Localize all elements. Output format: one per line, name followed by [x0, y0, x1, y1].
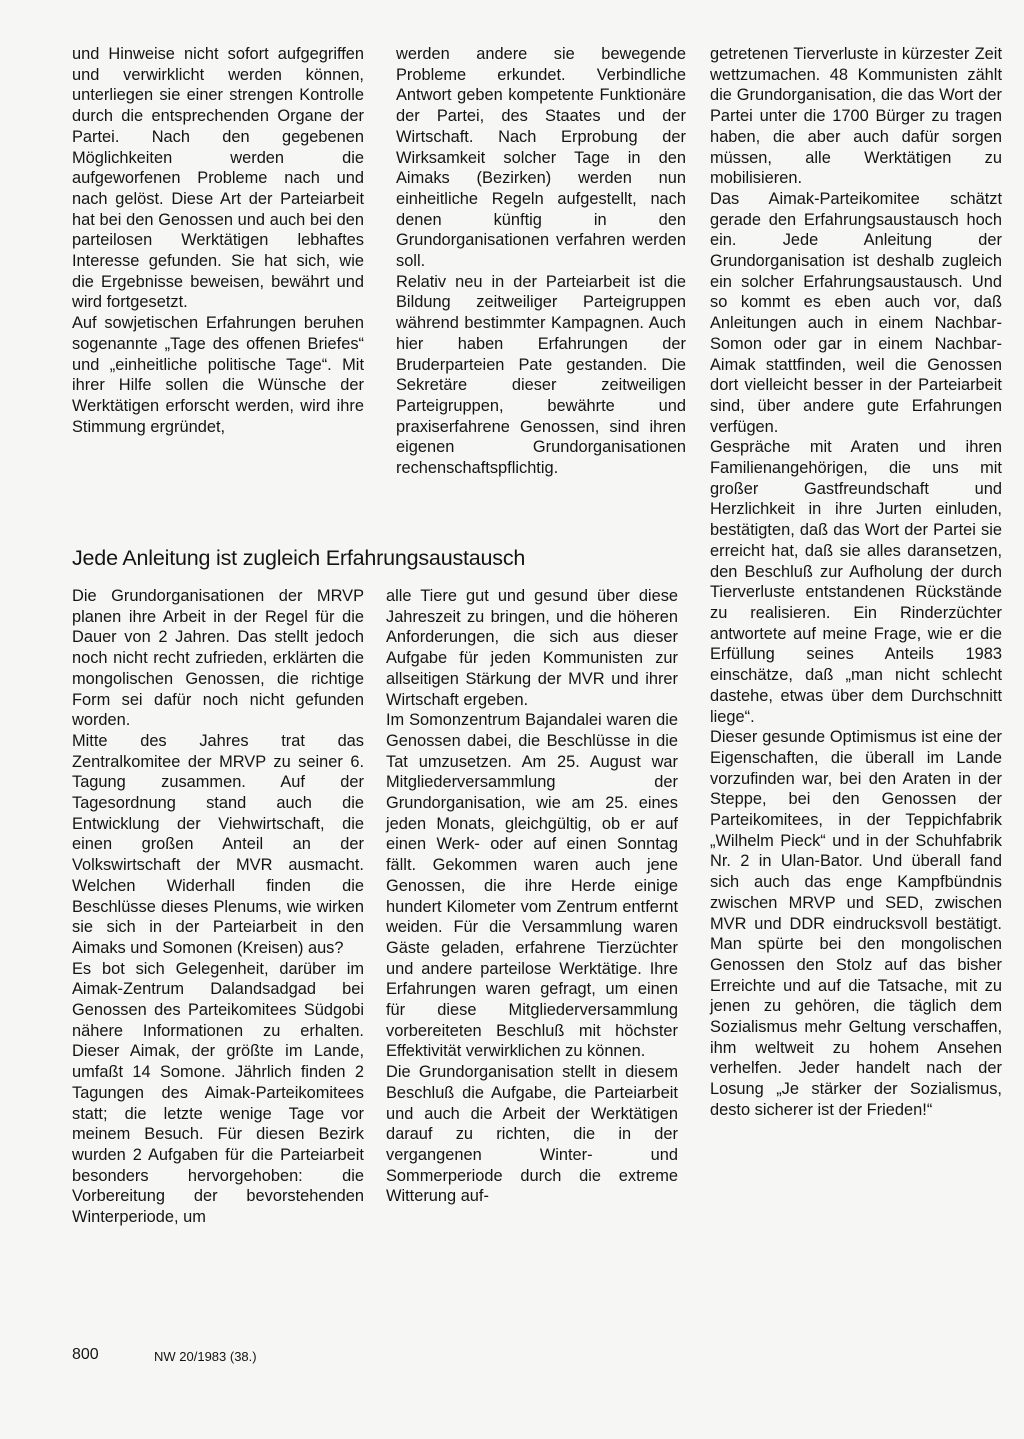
text-column-5	[386, 586, 678, 1207]
paragraph: Die Grundorganisationen der MRVP planen ihre Arbeit in der Regel für die Dauer von 2 Jahren. Das stellt jedoch noch nicht recht zufrieden, erklärten die mongolischen Genossen, die richtige Form sei dafür noch nicht gefunden worden.	[72, 587, 364, 730]
text-column-3	[710, 44, 1002, 1121]
paragraph: Mitte des Jahres trat das Zentralkomitee der MRVP zu seiner 6. Tagung zusammen. Auf der Tagesordnung stand auch die Entwicklung der Viehwirtschaft, die einen großen Anteil an der Volkswirtschaft der MVR ausmacht. Welchen Widerhall finden die Beschlüsse dieses Plenums, wie wirken sie sich in der Parteiarbeit in den Aimaks und Somonen (Kreisen) aus?	[72, 731, 364, 957]
text-column-4	[72, 586, 364, 1228]
paragraph: getretenen Tierverluste in kürzester Zeit wettzumachen. 48 Kommunisten zählt die Grundorganisation, die das Wort der Partei unter die 1700 Bürger zu tragen haben, die aber auch dafür sorgen müssen, alle Werktätigen zu mobilisieren.	[710, 45, 1002, 188]
page-number: 800	[72, 1346, 99, 1363]
paragraph: Gespräche mit Araten und ihren Familienangehörigen, die uns mit großer Gastfreundschaft und Herzlichkeit in ihre Jurten einluden, bestätigten, daß das Wort der Partei sie erreicht hat, daß sie alles daransetzen, den Beschluß zur Aufholung der durch Tierverluste entstandenen Rückstände zu realisieren. Ein Rinderzüchter antwortete auf meine Frage, wie er die Erfüllung seines Anteils 1983 einschätze, daß „man nicht schlecht dastehe, etwas über dem Durchschnitt liege“.	[710, 438, 1002, 726]
paragraph: Relativ neu in der Parteiarbeit ist die Bildung zeitweiliger Parteigruppen während bestimmter Kampagnen. Auch hier haben Erfahrungen der Bruderparteien Pate gestanden. Die Sekretäre dieser zeitweiligen Parteigruppen, bewährte und praxiserfahrene Genossen, sind ihren eigenen Grundorganisationen rechenschaftspflichtig.	[396, 272, 686, 478]
paragraph: Dieser gesunde Optimismus ist eine der Eigenschaften, die überall im Lande vorzufinden war, bei den Araten in der Steppe, bei den Genossen der Parteikomitees, in der Teppichfabrik „Wilhelm Pieck“ und in der Schuhfabrik Nr. 2 in Ulan-Bator. Und überall fand sich auch das enge Kampfbündnis zwischen MRVP und SED, zwischen MVR und DDR eindrucksvoll bestätigt. Man spürte bei den mongolischen Genossen den Stolz auf das bisher Erreichte und auf die Tatsache, mit zu jenen zu gehören, die täglich dem Sozialismus mehr Geltung verschaffen, ihm weltweit zu hohem Ansehen verhelfen. Jeder handelt nach der Losung „Je stärker der Sozialismus, desto sicherer ist der Frieden!“	[710, 728, 1002, 1119]
paragraph: alle Tiere gut und gesund über diese Jahreszeit zu bringen, und die höheren Anforderungen, die sich aus dieser Aufgabe für jeden Kommunisten zur allseitigen Stärkung der MVR und ihrer Wirtschaft ergeben.	[386, 587, 678, 709]
text-column-1	[72, 44, 364, 437]
paragraph: Das Aimak-Parteikomitee schätzt gerade den Erfahrungsaustausch hoch ein. Jede Anleitung der Grundorganisation ist deshalb zugleich ein solcher Erfahrungsaustausch. Und so kommt es eben auch vor, daß Anleitungen auch in einem Nachbar-Somon oder gar in einem Nachbar-Aimak stattfinden, weil die Genossen dort vielleicht besser in der Parteiarbeit sind, über andere gute Erfahrungen verfügen.	[710, 189, 1002, 436]
section-heading: Jede Anleitung ist zugleich Erfahrungsaustausch	[72, 546, 526, 570]
text-column-2	[396, 44, 686, 479]
paragraph: Es bot sich Gelegenheit, darüber im Aimak-Zentrum Dalandsadgad bei Genossen des Parteikomitees Südgobi nähere Informationen zu erhalten. Dieser Aimak, der größte im Lande, umfaßt 14 Somone. Jährlich finden 2 Tagungen des Aimak-Parteikomitees statt; die letzte wenige Tage vor meinem Besuch. Für diesen Bezirk wurden 2 Aufgaben für die Parteiarbeit besonders hervorgehoben: die Vorbereitung der bevorstehenden Winterperiode, um	[72, 959, 364, 1227]
issue-reference: NW 20/1983 (38.)	[154, 1349, 257, 1364]
paragraph: Die Grundorganisation stellt in diesem Beschluß die Aufgabe, die Parteiarbeit und auch die Arbeit der Werktätigen darauf zu richten, die in der vergangenen Winter- und Sommerperiode durch die extreme Witterung auf-	[386, 1063, 678, 1206]
paragraph: und Hinweise nicht sofort aufgegriffen und verwirklicht werden können, unterliegen sie einer strengen Kontrolle durch die entsprechenden Organe der Partei. Nach den gegebenen Möglichkeiten werden die aufgeworfenen Probleme nach und nach gelöst. Diese Art der Parteiarbeit hat bei den Genossen und auch bei den parteilosen Werktätigen lebhaftes Interesse gefunden. Sie hat sich, wie die Ergebnisse beweisen, bewährt und wird fortgesetzt.	[72, 45, 364, 312]
paragraph: Auf sowjetischen Erfahrungen beruhen sogenannte „Tage des offenen Briefes“ und „einheitliche politische Tage“. Mit ihrer Hilfe sollen die Wünsche der Werktätigen erforscht werden, wird ihre Stimmung ergründet,	[72, 314, 364, 436]
paragraph: Im Somonzentrum Bajandalei waren die Genossen dabei, die Beschlüsse in die Tat umzusetzen. Am 25. August war Mitgliederversammlung der Grundorganisation, wie am 25. eines jeden Monats, gleichgültig, ob er auf einen Werk- oder auf einen Sonntag fällt. Gekommen waren auch jene Genossen, die ihre Herde einige hundert Kilometer vom Zentrum entfernt weiden. Für die Versammlung waren Gäste geladen, erfahrene Tierzüchter und andere parteilose Werktätige. Ihre Erfahrungen waren gefragt, um einen für diese Mitgliederversammlung vorbereiteten Beschluß mit höchster Effektivität verwirklichen zu können.	[386, 711, 678, 1061]
paragraph: werden andere sie bewegende Probleme erkundet. Verbindliche Antwort geben kompetente Funktionäre der Partei, des Staates und der Wirtschaft. Nach Erprobung der Wirksamkeit solcher Tage in den Aimaks (Bezirken) werden nun einheitliche Regeln aufgestellt, nach denen künftig in den Grundorganisationen verfahren werden soll.	[396, 45, 686, 271]
